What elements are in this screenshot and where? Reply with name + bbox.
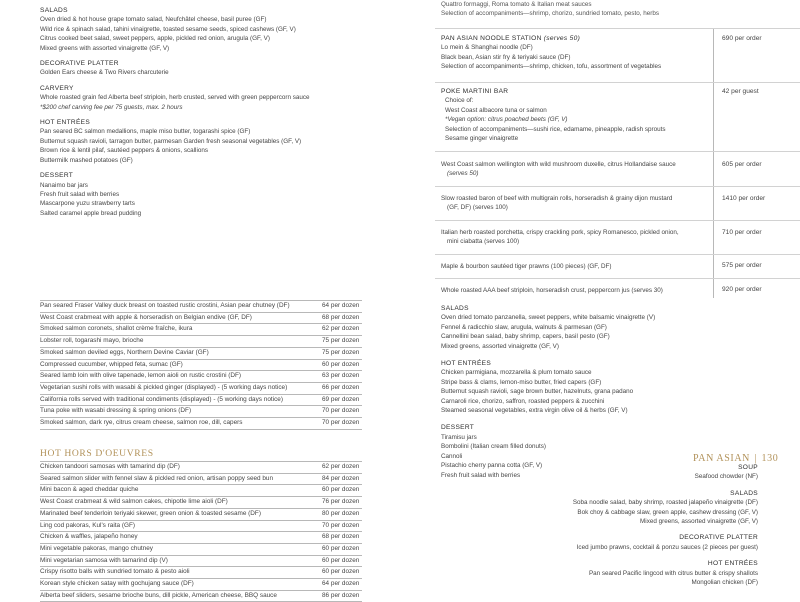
item-price: 70 per dozen — [322, 419, 360, 426]
item-price: 63 per dozen — [322, 372, 360, 380]
table-row — [40, 520, 362, 532]
italian-buffet-menu — [441, 304, 655, 480]
menu-line: Fennel & radicchio slaw, arugula, walnuts & parmesan (GF) — [441, 323, 607, 331]
carving-line: Italian herb roasted porchetta, crispy crackling pork, spicy Romanesco, pickled onion, — [441, 229, 679, 236]
menu-line: Cannellini bean salad, baby shrimp, capers, basil pesto (GF) — [441, 333, 610, 341]
table-row — [40, 508, 362, 520]
noodle-line: Lo mein & Shanghai noodle (DF) — [441, 44, 533, 52]
table-row — [40, 578, 362, 590]
carving-price: 575 per order — [722, 262, 762, 269]
item-name: Smoked salmon coronets, shallot crème fraîche, ikura — [40, 325, 193, 333]
table-row — [40, 555, 362, 567]
menu-line: Pan seared BC salmon medallions, maple miso butter, togarashi spice (GF) — [40, 128, 251, 136]
menu-line: Mixed greens, assorted vinaigrette (GF, V) — [640, 518, 758, 526]
item-name: Vegetarian sushi rolls with wasabi & pickled ginger (displayed) - (5 working days notice) — [40, 383, 288, 391]
poke-line: Choice of: — [445, 97, 474, 105]
item-name: Mini bacon & aged cheddar quiche — [40, 486, 139, 494]
price-divider — [713, 28, 714, 298]
table-row — [40, 461, 362, 473]
menu-line: Tiramisu jars — [441, 433, 477, 441]
item-price: 64 per dozen — [322, 580, 360, 587]
item-name: California rolls served with traditional condiments (displayed) - (5 working days notice) — [40, 395, 283, 403]
table-row — [40, 323, 362, 335]
pan-asian-price: 130 — [761, 453, 779, 464]
item-price: 60 per dozen — [322, 556, 360, 564]
menu-line: Oven dried & hot house grape tomato salad, Neufchâtel cheese, basil puree (GF) — [40, 16, 267, 24]
item-name: West Coast crabmeat with apple & horseradish on Belgian endive (GF, DF) — [40, 313, 252, 321]
table-row — [40, 347, 362, 359]
divider — [435, 28, 800, 29]
divider — [435, 82, 800, 83]
item-price: 62 per dozen — [322, 325, 360, 333]
menu-line: Cannoli — [441, 452, 463, 460]
table-row — [40, 300, 362, 312]
poke-line: *Vegan option: citrus poached beets (GF, V) — [445, 116, 568, 124]
item-name: Chicken & waffles, jalapeño honey — [40, 533, 138, 541]
item-name: Smoked salmon deviled eggs, Northern Devine Caviar (GF) — [40, 348, 209, 356]
carving-item — [441, 160, 676, 179]
menu-section-heading: DECORATIVE PLATTER — [40, 60, 119, 68]
menu-line: *$200 chef carving fee per 75 guests, max. 2 hours — [40, 103, 183, 111]
menu-line: Iced jumbo prawns, cocktail & ponzu sauces (2 pieces per guest) — [576, 543, 758, 551]
menu-line: Steamed seasonal vegetables, extra virgin olive oil & herbs (GF, V) — [441, 407, 628, 415]
item-name: Korean style chicken satay with gochujang sauce (DF) — [40, 580, 194, 587]
menu-line: Bombolini (Italian cream filled donuts) — [441, 443, 546, 451]
carving-line: (serves 50) — [447, 170, 479, 178]
menu-section-heading: CARVERY — [40, 84, 74, 92]
item-name: Crispy risotto balls with sundried tomato & pesto aioli — [40, 568, 190, 576]
item-name: Pan seared Fraser Valley duck breast on toasted rustic crostini, Asian pear chutney (DF) — [40, 302, 290, 309]
item-price: 70 per dozen — [322, 407, 360, 415]
pan-asian-menu — [458, 463, 758, 587]
table-row — [40, 496, 362, 508]
menu-section-heading: SOUP — [738, 464, 758, 471]
item-name: West Coast crabmeat & wild salmon cakes, chipotle lime aioli (DF) — [40, 498, 228, 506]
item-price: 84 per dozen — [322, 474, 360, 482]
menu-line: Pistachio cherry panna cotta (GF, V) — [441, 462, 543, 470]
carving-item — [441, 194, 672, 213]
poke-line: Selection of accompaniments—sushi rice, edamame, pineapple, radish sprouts — [445, 125, 666, 133]
carving-line: Slow roasted baron of beef with multigrain rolls, horseradish & grainy dijon mustard — [441, 195, 673, 202]
menu-line: Buttermilk mashed potatoes (GF) — [40, 156, 133, 164]
left-buffet-menu — [40, 6, 370, 218]
menu-line: Whole roasted grain fed Alberta beef striploin, herb crusted, served with green peppercorn sauce — [40, 94, 310, 102]
menu-section-heading: DECORATIVE PLATTER — [679, 534, 758, 542]
item-price: 60 per dozen — [322, 568, 360, 576]
row-divider — [40, 429, 362, 430]
pan-asian-title: PAN ASIAN — [693, 453, 750, 464]
carving-item — [441, 262, 611, 271]
item-name: Mini vegetable pakoras, mango chutney — [40, 544, 153, 552]
item-name: Compressed cucumber, whipped feta, sumac (GF) — [40, 360, 183, 368]
item-price: 86 per dozen — [322, 591, 360, 599]
table-row — [40, 473, 362, 485]
item-name: Seared lamb loin with olive tapenade, lemon aioli on rustic crostini (DF) — [40, 372, 242, 380]
table-row — [40, 394, 362, 406]
menu-line: Bok choy & cabbage slaw, green apple, cashew dressing (GF, V) — [577, 508, 758, 516]
menu-section-heading: SALADS — [730, 489, 758, 497]
hot-hors-doeuvres-title: HOT HORS D'OEUVRES — [40, 448, 154, 459]
noodle-line: Selection of accompaniments—shrimp, chicken, tofu, assortment of vegetables — [441, 63, 662, 71]
table-row — [40, 543, 362, 555]
item-price: 75 per dozen — [322, 337, 360, 345]
carving-price: 710 per order — [722, 229, 762, 236]
item-name: Tuna poke with wasabi dressing & spring onions (DF) — [40, 407, 192, 415]
noodle-station-title: PAN ASIAN NOODLE STATION — [441, 35, 542, 42]
divider — [435, 151, 800, 152]
menu-line: Salted caramel apple bread pudding — [40, 209, 142, 217]
table-row — [40, 335, 362, 347]
poke-bar — [441, 87, 666, 143]
carving-price: 1410 per order — [722, 195, 766, 202]
menu-line: Butternut squash ravioli, tarragon butter, parmesan Garden fresh seasonal vegetables (GF, V) — [40, 137, 302, 145]
menu-line: Mixed greens with assorted vinaigrette (GF, V) — [40, 44, 170, 52]
pizza-station-tail — [441, 0, 659, 19]
table-row — [40, 405, 362, 417]
carving-line: Maple & bourbon sautéed tiger prawns (100 pieces) (GF, DF) — [441, 263, 612, 270]
noodle-line: Black bean, Asian stir fry & teriyaki sauce (DF) — [441, 53, 571, 61]
noodle-station-note: (serves 50) — [543, 35, 581, 42]
menu-line: Fresh fruit salad with berries — [441, 471, 521, 479]
divider — [435, 220, 800, 221]
menu-line: Pan seared Pacific lingcod with citrus butter & crispy shallots — [588, 569, 758, 577]
poke-line: West Coast albacore tuna or salmon — [445, 106, 547, 114]
table-row — [40, 382, 362, 394]
noodle-station — [441, 34, 661, 72]
menu-line: Chicken parmigiana, mozzarella & plum tomato sauce — [441, 369, 592, 377]
item-price: 80 per dozen — [322, 509, 360, 517]
table-row — [40, 312, 362, 324]
carving-item — [441, 286, 663, 295]
menu-line: Fresh fruit salad with berries — [40, 190, 120, 198]
menu-line: Stripe bass & clams, lemon-miso butter, fried capers (GF) — [441, 378, 602, 386]
item-name: Smoked salmon, dark rye, citrus cream cheese, salmon roe, dill, capers — [40, 419, 243, 426]
item-name: Mini vegetarian samosa with tamarind dip (V) — [40, 556, 168, 564]
carving-line: mini ciabatta (serves 100) — [447, 238, 520, 246]
carving-price: 920 per order — [722, 286, 762, 293]
item-price: 66 per dozen — [322, 383, 360, 391]
menu-line: Mascarpone yuzu strawberry tarts — [40, 200, 135, 208]
menu-line: Carnaroli rice, chorizo, saffron, roasted peppers & zucchini — [441, 397, 605, 405]
menu-line: Oven dried tomato panzanella, sweet peppers, white balsamic vinaigrette (V) — [441, 314, 656, 322]
item-price: 60 per dozen — [322, 486, 360, 494]
item-name: Seared salmon slider with fennel slaw & pickled red onion, artisan poppy seed bun — [40, 474, 274, 482]
menu-line: Wild rice & spinach salad, tahini vinaigrette, toasted sesame seeds, spiced cashews (GF, V) — [40, 25, 296, 33]
menu-section-heading: DESSERT — [441, 424, 475, 432]
carving-item — [441, 228, 679, 247]
item-price: 70 per dozen — [322, 521, 360, 529]
poke-bar-title: POKE MARTINI BAR — [441, 88, 509, 95]
item-price: 68 per dozen — [322, 313, 360, 321]
menu-line: Butternut squash ravioli, sage brown butter, hazelnuts, grana padano — [441, 388, 634, 396]
menu-line: Seafood chowder (NF) — [694, 473, 758, 481]
table-row — [40, 417, 362, 429]
menu-section-heading: SALADS — [40, 7, 68, 14]
menu-section-heading: SALADS — [441, 305, 469, 312]
carving-line: West Coast salmon wellington with wild mushroom duxelle, citrus Hollandaise sauce — [441, 161, 676, 168]
item-price: 68 per dozen — [322, 533, 360, 541]
item-price: 60 per dozen — [322, 544, 360, 552]
menu-line: Soba noodle salad, baby shrimp, roasted jalapeño vinaigrette (DF) — [572, 499, 758, 507]
poke-line: Sesame ginger vinaigrette — [445, 135, 519, 143]
carving-price: 605 per order — [722, 161, 762, 168]
menu-section-heading: HOT ENTRÉES — [707, 560, 758, 568]
item-price: 64 per dozen — [322, 302, 360, 309]
menu-line: Golden Ears cheese & Two Rivers charcuterie — [40, 69, 169, 77]
menu-line: Nanaimo bar jars — [40, 181, 88, 189]
carving-line: (GF, DF) (serves 100) — [447, 204, 508, 212]
menu-line: Citrus cooked beet salad, sweet peppers, apple, pickled red onion, arugula (GF, V) — [40, 35, 270, 43]
menu-section-heading: HOT ENTRÉES — [441, 360, 492, 368]
item-price: 62 per dozen — [322, 463, 360, 470]
menu-line: Brown rice & lentil pilaf, sautéed peppers & onions, scallions — [40, 147, 209, 155]
pan-asian-separator: | — [754, 453, 758, 464]
table-row — [40, 531, 362, 543]
menu-line: Mongolian chicken (DF) — [691, 579, 758, 587]
divider — [435, 186, 800, 187]
menu-section-heading: HOT ENTRÉES — [40, 119, 91, 127]
noodle-price: 690 per order — [722, 35, 762, 42]
carving-line: Whole roasted AAA beef striploin, horseradish crust, peppercorn jus (serves 30) — [441, 287, 663, 294]
pizza-sauces-line: Quattro formaggi, Roma tomato & Italian meat sauces — [441, 1, 592, 8]
item-name: Lobster roll, togarashi mayo, brioche — [40, 337, 144, 345]
table-row — [40, 484, 362, 496]
item-price: 76 per dozen — [322, 498, 360, 506]
poke-price: 42 per guest — [722, 88, 759, 95]
menu-section-heading: DESSERT — [40, 172, 74, 180]
item-price: 60 per dozen — [322, 360, 360, 368]
item-name: Ling cod pakoras, Kul's raita (GF) — [40, 521, 135, 529]
item-price: 69 per dozen — [322, 395, 360, 403]
table-row — [40, 370, 362, 382]
table-row — [40, 566, 362, 578]
pizza-accompaniments-line: Selection of accompaniments—shrimp, chorizo, sundried tomato, pesto, herbs — [441, 10, 660, 18]
item-name: Alberta beef sliders, sesame brioche buns, dill pickle, American cheese, BBQ sauce — [40, 591, 277, 599]
item-name: Chicken tandoori samosas with tamarind dip (DF) — [40, 463, 180, 470]
menu-line: Mixed greens, assorted vinaigrette (GF, V) — [441, 342, 559, 350]
divider — [435, 278, 800, 279]
table-row — [40, 359, 362, 371]
divider — [435, 254, 800, 255]
item-price: 75 per dozen — [322, 348, 360, 356]
item-name: Marinated beef tenderloin teriyaki skewer, green onion & toasted sesame (DF) — [40, 509, 261, 517]
